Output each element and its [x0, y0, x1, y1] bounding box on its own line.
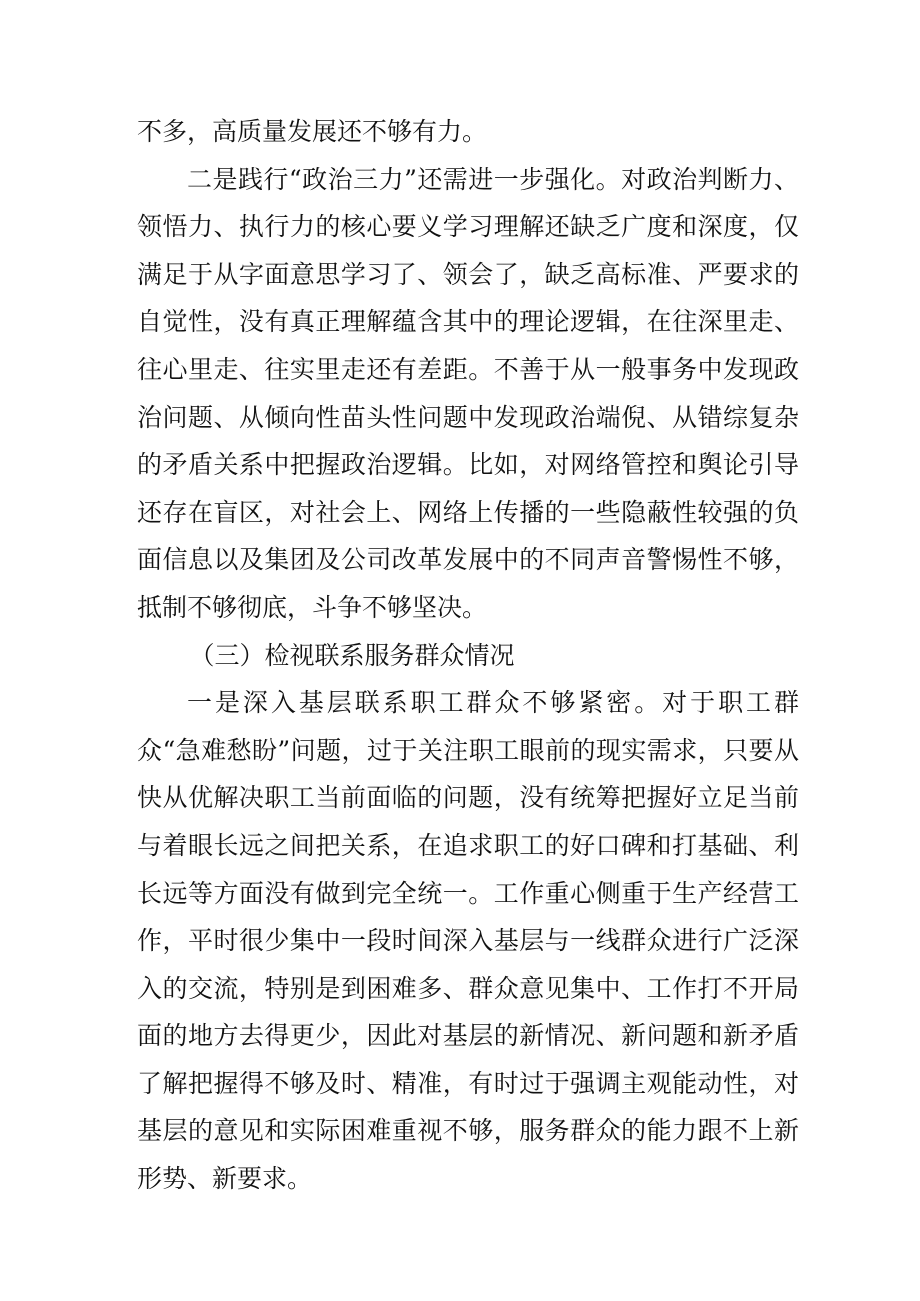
document-body: [137, 108, 799, 1203]
paragraph-political-capability: 二是践行“政治三力”还需进一步强化。对政治判断力、领悟力、执行力的核心要义学习理解还缺乏广度和深度，仅满足于从字面意思学习了、领会了，缺乏高标准、严要求的自觉性，没有真正理解蕴含其中的理论逻辑，在往深里走、往心里走、往实里走还有差距。不善于从一般事务中发现政治问题、从倾向性苗头性问题中发现政治端倪、从错综复杂的矛盾关系中把握政治逻辑。比如，对网络管控和舆论引导还存在盲区，对社会上、网络上传播的一些隐蔽性较强的负面信息以及集团及公司改革发展中的不同声音警惕性不够，抵制不够彻底，斗争不够坚决。: [137, 164, 799, 622]
section-heading-masses: （三）检视联系服务群众情况: [189, 640, 515, 670]
continued-paragraph: 不多，高质量发展还不够有力。: [137, 117, 488, 146]
paragraph-grassroots-contact: 一是深入基层联系职工群众不够紧密。对于职工群众“急难愁盼”问题，过于关注职工眼前的现实需求，只要从快从优解决职工当前面临的问题，没有统筹把握好立足当前与着眼长远之间把关系，在追求职工的好口碑和打基础、利长远等方面没有做到完全统一。工作重心侧重于生产经营工作，平时很少集中一段时间深入基层与一线群众进行广泛深入的交流，特别是到困难多、群众意见集中、工作打不开局面的地方去得更少，因此对基层的新情况、新问题和新矛盾了解把握得不够及时、精准，有时过于强调主观能动性，对基层的意见和实际困难重视不够，服务群众的能力跟不上新形势、新要求。: [137, 688, 799, 1194]
